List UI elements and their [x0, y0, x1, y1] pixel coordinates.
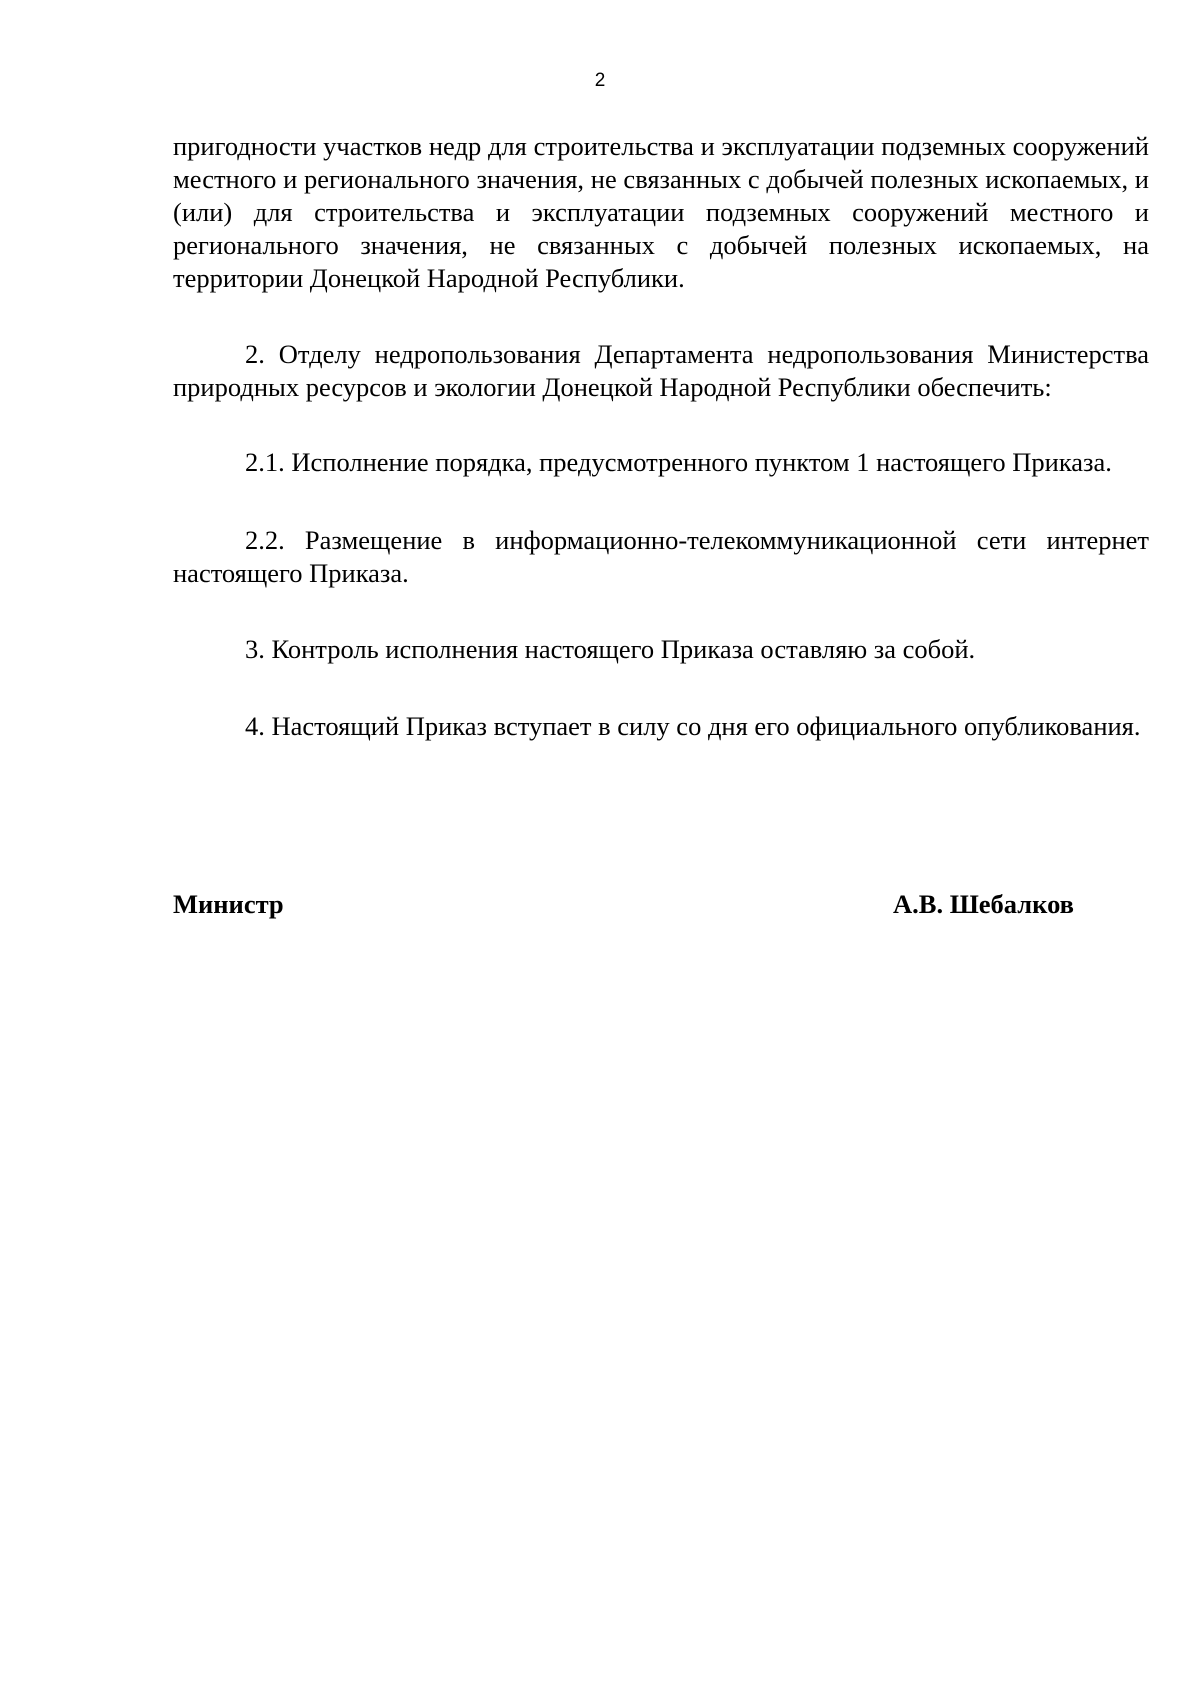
signature-name: А.В. Шебалков [893, 889, 1074, 919]
paragraph-4: 4. Настоящий Приказ вступает в силу со дня его официального опубликования. [245, 711, 1141, 741]
paragraph-2: 2. Отделу недропользования Департамента недропользования Министерства природных ресурсов и экологии Донецкой Народной Республики обеспечить: [173, 339, 1149, 402]
signature-title: Министр [173, 889, 284, 919]
paragraph-2-2: 2.2. Размещение в информационно-телекоммуникационной сети интернет настоящего Приказа. [173, 525, 1149, 588]
paragraph-2-1: 2.1. Исполнение порядка, предусмотренного пунктом 1 настоящего Приказа. [245, 447, 1112, 477]
paragraph-intro: пригодности участков недр для строительства и эксплуатации подземных сооружений местного и регионального значения, не связанных с добычей полезных ископаемых, и (или) для строительства и эксплуатации подземных сооружений местного и регионального значения, не связанных с добычей полезных ископаемых, на территории Донецкой Народной Республики. [173, 131, 1149, 293]
paragraph-3: 3. Контроль исполнения настоящего Приказа оставляю за собой. [245, 634, 976, 664]
page-number: 2 [594, 70, 606, 91]
